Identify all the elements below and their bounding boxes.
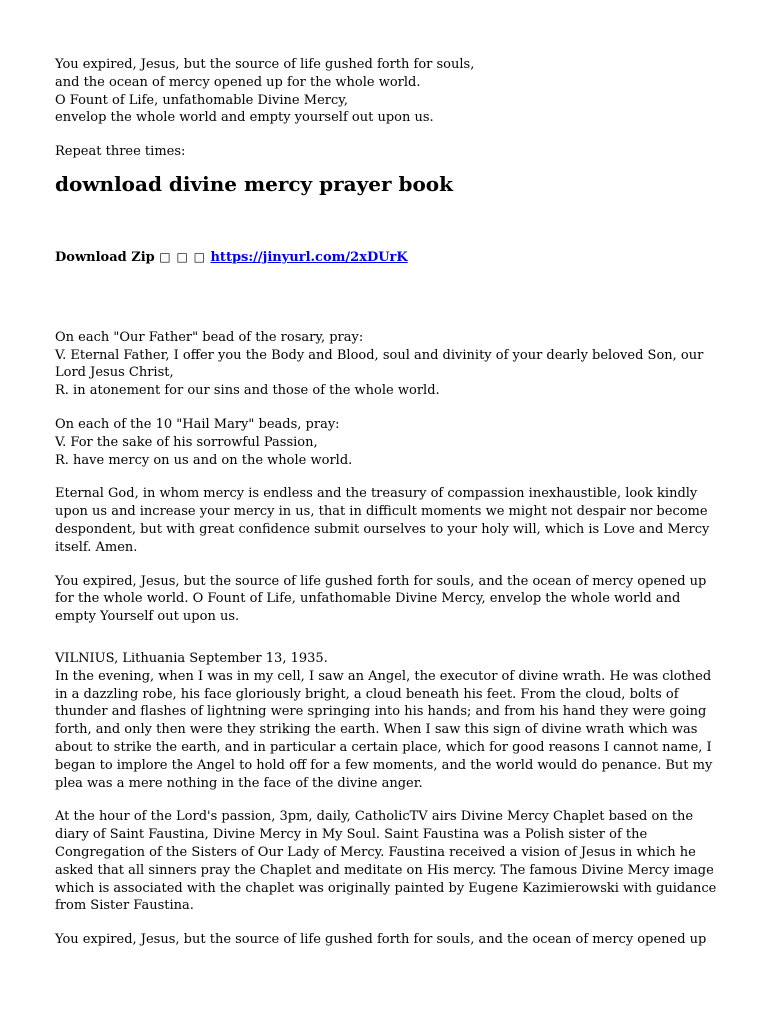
intro-paragraph [55,56,710,127]
you-expired-line: for the whole world. O Fount of Life, unfathomable Divine Mercy, envelop the whole world and [55,591,681,607]
intro-line: envelop the whole world and empty yourself out upon us. [55,110,434,126]
download-link[interactable]: https://jinyurl.com/2xDUrK [210,249,408,265]
you-expired-line: empty Yourself out upon us. [55,609,240,625]
catholictv-line: from Sister Faustina. [55,898,194,914]
intro-line: and the ocean of mercy opened up for the whole world. [55,74,421,90]
placeholder-glyphs: □ □ □ [159,249,206,264]
catholictv-paragraph [55,808,717,915]
catholictv-line: At the hour of the Lord's passion, 3pm, daily, CatholicTV airs Divine Mercy Chaplet based on the [55,809,694,825]
vilnius-line: began to implore the Angel to hold off for a few moments, and the world would do penance. But my [55,757,713,773]
our-father-line: Lord Jesus Christ, [55,365,174,381]
our-father-paragraph [55,329,710,400]
eternal-god-line: itself. Amen. [55,539,138,555]
vilnius-line: In the evening, when I was in my cell, I saw an Angel, the executor of divine wrath. He was clothed [55,668,712,684]
repeat-instruction [55,143,710,161]
eternal-god-paragraph [55,485,710,556]
eternal-god-line: upon us and increase your mercy in us, that in difficult moments we might not despair nor become [55,504,708,520]
vilnius-line: plea was a mere nothing in the face of the divine anger. [55,775,423,791]
intro-line: You expired, Jesus, but the source of life gushed forth for souls, [55,57,475,72]
repeat-text: Repeat three times: [55,144,186,160]
hail-mary-paragraph [55,416,710,469]
catholictv-line: asked that all sinners pray the Chaplet and meditate on His mercy. The famous Divine Mercy image [55,862,714,878]
vilnius-line: forth, and only then were they striking the earth. When I saw this sign of divine wrath which was [55,722,698,738]
vilnius-line: thunder and flashes of lightning were springing into his hands; and from his hand they were going [55,704,707,720]
our-father-line: On each "Our Father" bead of the rosary, pray: [55,329,364,345]
hail-mary-line: R. have mercy on us and on the whole world. [55,452,353,468]
page-title: download divine mercy prayer book [55,171,453,196]
vilnius-line: VILNIUS, Lithuania September 13, 1935. [55,650,328,666]
hail-mary-line: On each of the 10 "Hail Mary" beads, pray: [55,416,340,432]
intro-line: O Fount of Life, unfathomable Divine Mercy, [55,92,349,108]
you-expired-paragraph [55,573,710,626]
eternal-god-line: Eternal God, in whom mercy is endless and the treasury of compassion inexhaustible, look kindly [55,486,698,502]
our-father-line: V. Eternal Father, I offer you the Body and Blood, soul and divinity of your dearly beloved Son, our [55,347,704,363]
download-row [55,249,710,267]
catholictv-line: Congregation of the Sisters of Our Lady of Mercy. Faustina received a vision of Jesus in which he [55,844,696,860]
our-father-line: R. in atonement for our sins and those of the whole world. [55,383,440,399]
vilnius-paragraph [55,650,713,792]
vilnius-line: about to strike the earth, and in particular a certain place, which for good reasons I cannot name, I [55,739,712,755]
you-expired-line: You expired, Jesus, but the source of life gushed forth for souls, and the ocean of mercy opened up [55,932,707,948]
eternal-god-line: despondent, but with great confidence submit ourselves to your holy will, which is Love and Mercy [55,521,710,537]
hail-mary-line: V. For the sake of his sorrowful Passion, [55,434,318,450]
vilnius-line: in a dazzling robe, his face gloriously bright, a cloud beneath his feet. From the cloud, bolts of [55,686,679,702]
you-expired-line: You expired, Jesus, but the source of life gushed forth for souls, and the ocean of mercy opened up [55,573,707,589]
download-label: Download Zip [55,249,155,265]
you-expired-paragraph-2 [55,931,710,949]
catholictv-line: diary of Saint Faustina, Divine Mercy in My Soul. Saint Faustina was a Polish sister of the [55,827,648,843]
catholictv-line: which is associated with the chaplet was originally painted by Eugene Kazimierowski with guidance [55,880,717,896]
